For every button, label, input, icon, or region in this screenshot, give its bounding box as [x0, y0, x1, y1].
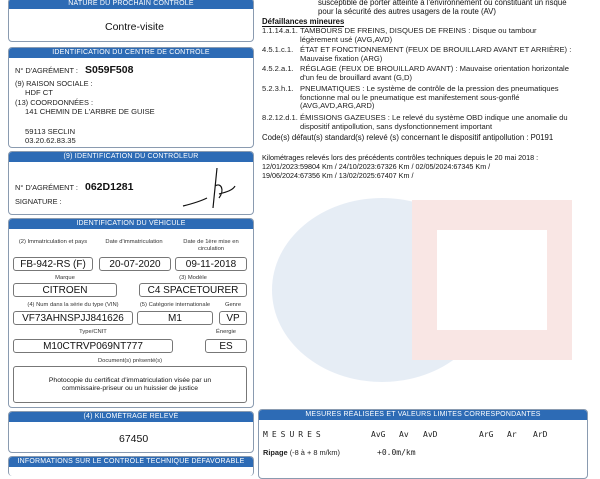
- make-caption: Marque: [55, 275, 75, 281]
- measures-label: MESURES: [263, 430, 325, 439]
- docs-caption: Document(s) présenté(s): [97, 358, 163, 364]
- defect-line: (AVG,AVD,ARG,ARD): [300, 101, 375, 111]
- defect-desc: [300, 65, 592, 82]
- ripage-label-text: Ripage: [263, 448, 288, 457]
- defect-line: dispositif antipollution, sans dysfonctionnement important: [300, 121, 493, 131]
- genre-box: VP: [219, 311, 247, 325]
- reg-date-caption: Date d'immatriculation: [105, 239, 163, 245]
- docs-box: [13, 366, 247, 403]
- measures-header: MESURES RÉALISÉES ET VALEURS LIMITES CORRESPONDANTES: [259, 410, 587, 420]
- ripage-label: [263, 448, 340, 457]
- defect-line: Mauvaise fixation (ARG): [300, 53, 383, 63]
- defect-line: d'un feu de brouillard avant (G,D): [300, 72, 413, 82]
- measures-panel: [258, 409, 588, 479]
- first-date-box: 09-11-2018: [175, 257, 247, 271]
- reg-value-box: FB-942-RS (F): [13, 257, 93, 271]
- antipollution-code-note: Code(s) défaut(s) standard(s) relevé (s) concernant le dispositif antipollution : P0191: [262, 133, 554, 142]
- unfavourable-panel: [8, 456, 254, 476]
- top-continuation-line1: susceptible de porter atteinte à l'environnement ou constituant un risque: [318, 0, 567, 7]
- defect-line: RÉGLAGE (FEUX DE BROUILLARD AVANT) : Mauvaise orientation horizontale: [300, 64, 569, 73]
- vehicle-header: IDENTIFICATION DU VÉHICULE: [9, 219, 253, 229]
- vin-box: VF73AHNSPJJ841626: [13, 311, 133, 325]
- defect-desc: [300, 85, 592, 111]
- next-control-panel: [8, 0, 254, 42]
- defect-line: fonctionne mal ou le pneumatique est manifestement sous-gonflé: [300, 92, 520, 102]
- defect-desc: [300, 46, 592, 63]
- mileage-history-line: 19/06/2024:67356 Km / 13/02/2025:67407 Km /: [262, 171, 414, 180]
- make-box: CITROEN: [13, 283, 117, 297]
- defect-line: TAMBOURS DE FREINS, DISQUES DE FREINS : Disque ou tambour: [300, 26, 537, 35]
- docs-value: Photocopie du certificat d'immatriculation visée par un commissaire-priseur ou un huissier de justice: [48, 377, 212, 392]
- defect-desc: [300, 114, 592, 131]
- signature-mark: [177, 164, 237, 212]
- energy-caption: Énergie: [216, 329, 236, 335]
- control-center-header: IDENTIFICATION DU CENTRE DE CONTRÔLE: [9, 48, 253, 58]
- energy-box: ES: [205, 339, 247, 353]
- unfavourable-header: INFORMATIONS SUR LE CONTRÔLE TECHNIQUE DÉFAVORABLE: [9, 457, 253, 467]
- mileage-history-line: 12/01/2023:59804 Km / 24/10/2023:67326 Km / 02/05/2024:67345 Km /: [262, 162, 491, 171]
- ripage-range: (-8 à + 8 m/km): [289, 448, 341, 457]
- type-box: M10CTRVP069NT777: [13, 339, 173, 353]
- category-caption: (5) Catégorie internationale: [139, 302, 211, 308]
- measures-col: Av: [399, 430, 409, 439]
- defect-code: 1.1.14.a.1.: [262, 26, 298, 35]
- controller-approval-label: N° D'AGRÉMENT :: [15, 183, 78, 192]
- minor-defects-title-text: Défaillances mineures: [262, 17, 345, 26]
- defect-code: 5.2.3.h.1.: [262, 84, 294, 93]
- top-continuation-line2: pour la sécurité des autres usagers de la route (AV): [318, 7, 496, 16]
- defect-line: ÉMISSIONS GAZEUSES : Le relevé du système OBD indique une anomalie du: [300, 113, 568, 122]
- mileage-header: (4) KILOMÉTRAGE RELEVÉ: [9, 412, 253, 422]
- signature-label: SIGNATURE :: [15, 197, 62, 206]
- reg-caption: (2) Immatriculation et pays: [18, 239, 88, 245]
- vehicle-panel: [8, 218, 254, 408]
- watermark-logo: [262, 180, 592, 390]
- address-line2: 59113 SECLIN: [25, 127, 76, 136]
- reg-date-box: 20-07-2020: [99, 257, 171, 271]
- center-approval-value: S059F508: [85, 64, 134, 76]
- measures-col: ArD: [533, 430, 548, 439]
- controller-panel: [8, 151, 254, 215]
- genre-caption: Genre: [224, 302, 242, 308]
- ripage-value: +0.0m/km: [377, 448, 416, 457]
- measures-col: AvD: [423, 430, 438, 439]
- defect-code: 8.2.12.d.1.: [262, 113, 298, 122]
- measures-col: ArG: [479, 430, 494, 439]
- model-caption: (3) Modèle: [179, 275, 207, 281]
- defect-code: 4.5.1.c.1.: [262, 45, 294, 54]
- defect-line: légèrement usé (AVG,AVD): [300, 34, 393, 44]
- minor-defects-title: [262, 17, 344, 26]
- mileage-history-intro: Kilométrages relevés lors des précédents contrôles techniques depuis le 20 mai 2018 :: [262, 153, 539, 162]
- defect-line: PNEUMATIQUES : Le système de contrôle de la pression des pneumatiques: [300, 84, 559, 93]
- center-phone: 03.20.62.83.35: [25, 136, 76, 145]
- vin-caption: (4) Num dans la série du type (VIN): [27, 302, 119, 308]
- measures-col: Ar: [507, 430, 517, 439]
- type-caption: Type/CNIT: [79, 329, 107, 335]
- controller-approval-value: 062D1281: [85, 181, 134, 193]
- address-line1: 141 CHEMIN DE L'ARBRE DE GUISE: [25, 107, 155, 116]
- model-box: C4 SPACETOURER: [139, 283, 247, 297]
- company-label: (9) RAISON SOCIALE :: [15, 79, 93, 88]
- defect-line: ÉTAT ET FONCTIONNEMENT (FEUX DE BROUILLARD AVANT ET ARRIÈRE) :: [300, 45, 572, 54]
- measures-col: AvG: [371, 430, 386, 439]
- company-value: HDF CT: [25, 88, 53, 97]
- next-control-value: Contre-visite: [105, 21, 164, 33]
- first-date-caption: Date de 1ère mise en circulation: [183, 239, 239, 252]
- control-center-panel: [8, 47, 254, 148]
- category-box: M1: [137, 311, 213, 325]
- mileage-panel: [8, 411, 254, 453]
- defect-code: 4.5.2.a.1.: [262, 64, 294, 73]
- defect-desc: [300, 27, 592, 44]
- controller-header: (9) IDENTIFICATION DU CONTRÔLEUR: [9, 152, 253, 162]
- center-approval-label: N° D'AGRÉMENT :: [15, 66, 78, 75]
- next-control-header: NATURE DU PROCHAIN CONTRÔLE: [9, 0, 253, 9]
- mileage-value: 67450: [119, 433, 149, 445]
- address-label: (13) COORDONNÉES :: [15, 98, 94, 107]
